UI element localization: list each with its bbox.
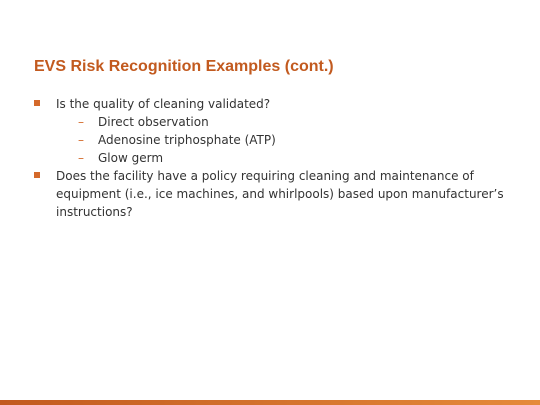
sub-bullet-item-direct-observation: [34, 113, 514, 131]
footer-accent-bar: [0, 400, 540, 405]
square-bullet-icon: [34, 100, 40, 106]
dash-bullet-icon: –: [78, 115, 84, 129]
dash-bullet-icon: –: [78, 133, 84, 147]
square-bullet-icon: [34, 172, 40, 178]
bullet-text: Is the quality of cleaning validated?: [56, 97, 271, 111]
bullet-text: Does the facility have a policy requiring cleaning and maintenance of equipment (i.e., ice machines, and whirlpools) based upon manufacturer’s instructions?: [56, 169, 504, 219]
sub-bullet-text: Direct observation: [98, 115, 209, 129]
dash-bullet-icon: –: [78, 151, 84, 165]
sub-bullet-text: Adenosine triphosphate (ATP): [98, 133, 276, 147]
sub-bullet-item-glow-germ: [34, 149, 514, 167]
sub-bullet-text: Glow germ: [98, 151, 164, 165]
slide-title: EVS Risk Recognition Examples (cont.): [34, 58, 334, 75]
bullet-item-policy: [34, 167, 514, 221]
bullet-list: [34, 95, 514, 221]
bullet-item-quality: [34, 95, 514, 113]
sub-bullet-item-atp: [34, 131, 514, 149]
